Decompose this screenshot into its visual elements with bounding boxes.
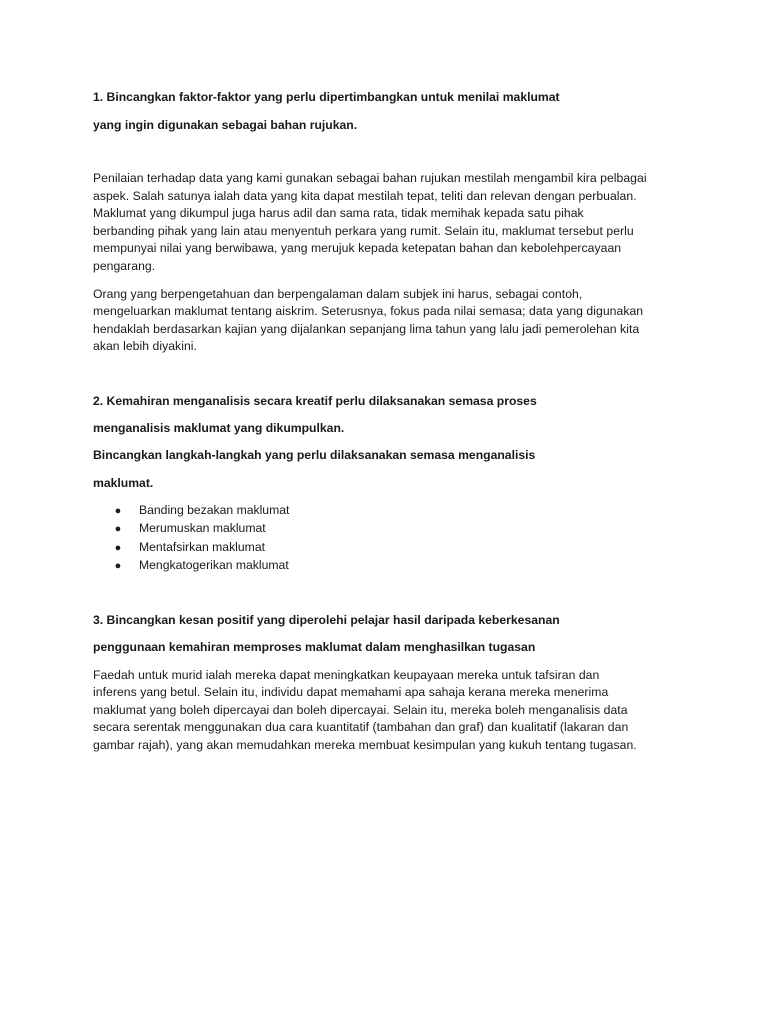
section1-para1-line2: aspek. Salah satunya ialah data yang kita dapat mestilah tepat, teliti dan relevan dengan perbualan. [93, 189, 637, 203]
bullet-label: Mengkatogerikan maklumat [139, 558, 289, 572]
section3-para1-line3: maklumat yang boleh dipercayai dan boleh dipercayai. Selain itu, mereka boleh menganalisis data [93, 703, 628, 717]
section1-question-line1: 1. Bincangkan faktor-faktor yang perlu dipertimbangkan untuk menilai maklumat [93, 90, 560, 104]
section3-question-line2: penggunaan kemahiran memproses maklumat dalam menghasilkan tugasan [93, 640, 536, 654]
section1-para2-line1: Orang yang berpengetahuan dan berpengalaman dalam subjek ini harus, sebagai contoh, [93, 287, 583, 301]
bullet-label: Merumuskan maklumat [139, 521, 266, 535]
section1-para1-line1: Penilaian terhadap data yang kami gunakan sebagai bahan rujukan mestilah mengambil kira pelbagai [93, 171, 647, 185]
section2-question-line4: maklumat. [93, 476, 154, 490]
section3-para1-line4: secara serentak menggunakan dua cara kuantitatif (tambahan dan graf) dan kualitatif (lakaran dan [93, 720, 629, 734]
bullet-icon: ● [114, 505, 122, 517]
bullet-icon: ● [114, 542, 122, 554]
section1-para2-line2: mengeluarkan maklumat tentang aiskrim. Seterusnya, fokus pada nilai semasa; data yang digunakan [93, 304, 644, 318]
section1-para2-line4: akan lebih diyakini. [93, 339, 197, 353]
section3-para1-line1: Faedah untuk murid ialah mereka dapat meningkatkan keupayaan mereka untuk tafsiran dan [93, 668, 600, 682]
section3-question-line1: 3. Bincangkan kesan positif yang diperolehi pelajar hasil daripada keberkesanan [93, 613, 560, 627]
section1-question-line2: yang ingin digunakan sebagai bahan rujukan. [93, 118, 358, 132]
section1-para1-line6: pengarang. [93, 259, 156, 273]
section3-para1-line5: gambar rajah), yang akan memudahkan mereka membuat kesimpulan yang kukuh tentang tugasan. [93, 738, 637, 752]
bullet-icon: ● [114, 560, 122, 572]
section2-question-line1: 2. Kemahiran menganalisis secara kreatif perlu dilaksanakan semasa proses [93, 394, 537, 408]
section1-para2-line3: hendaklah berdasarkan kajian yang dijalankan sepanjang lima tahun yang lalu jadi pemerolehan kita [93, 322, 640, 336]
section1-para1-line5: mempunyai nilai yang berwibawa, yang merujuk kepada ketepatan bahan dan kebolehpercayaan [93, 241, 622, 255]
bullet-label: Mentafsirkan maklumat [139, 540, 265, 554]
section1-para1-line3: Maklumat yang dikumpul juga harus adil dan sama rata, tidak memihak kepada satu pihak [93, 206, 584, 220]
bullet-icon: ● [114, 523, 122, 535]
bullet-label: Banding bezakan maklumat [139, 503, 290, 517]
section1-para1-line4: berbanding pihak yang lain atau menyentuh perkara yang rumit. Selain itu, maklumat tersebut perlu [93, 224, 634, 238]
section2-question-line3: Bincangkan langkah-langkah yang perlu dilaksanakan semasa menganalisis [93, 448, 536, 462]
section3-para1-line2: inferens yang betul. Selain itu, individu dapat memahami apa sahaja kerana mereka menerima [93, 685, 609, 699]
section2-question-line2: menganalisis maklumat yang dikumpulkan. [93, 421, 345, 435]
